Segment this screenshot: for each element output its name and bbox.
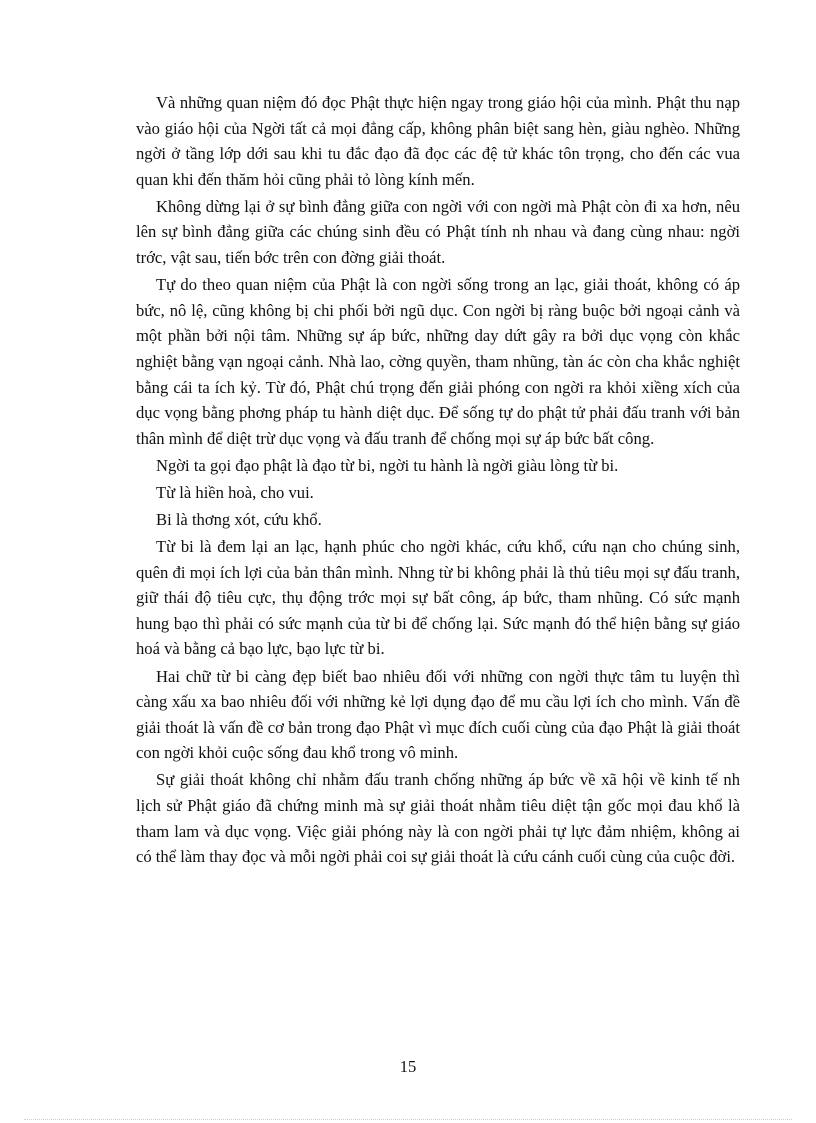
paragraph: Ngời ta gọi đạo phật là đạo từ bi, ngời tu hành là ngời giàu lòng từ bi. xyxy=(156,455,619,475)
paragraph: Sự giải thoát không chỉ nhằm đấu tranh chống những áp bức về xã hội về kinh tế nh lịch sử Phật giáo đã chứng minh mà sự giải thoát nhằm tiêu diệt tận gốc mọi đau khổ là tham lam và dục vọng. Việc giải phóng này là con ngời phải tự lực đảm nhiệm, không ai có thể làm thay đọc và mỗi ngời phải coi sự giải thoát là cứu cánh cuối cùng của cuộc đời. xyxy=(136,770,740,867)
paragraph: Tự do theo quan niệm của Phật là con ngời sống trong an lạc, giải thoát, không có áp bức, nô lệ, cũng không bị chi phối bởi ngũ dục. Con ngời bị ràng buộc bởi ngoại cảnh và một phần bởi nội tâm. Những sự áp bức, những day dứt gây ra bởi dục vọng còn khắc nghiệt bằng vạn ngoại cảnh. Nhà lao, cờng quyền, tham nhũng, tàn ác còn cha khắc nghiệt bằng cái ta ích kỷ. Từ đó, Phật chú trọng đến giải phóng con ngời ra khỏi xiềng xích của dục vọng bằng phơng pháp tu hành diệt dục. Để sống tự do phật tử phải đấu tranh với bản thân mình để diệt trừ dục vọng và đấu tranh để chống mọi sự áp bức bất công. xyxy=(136,275,740,448)
paragraph: Bi là thơng xót, cứu khổ. xyxy=(156,510,322,529)
paragraph: Không dừng lại ở sự bình đẳng giữa con ngời với con ngời mà Phật còn đi xa hơn, nêu lên sự bình đẳng giữa các chúng sinh đều có Phật tính nh nhau và đang cùng nhau: ngời trớc, vật sau, tiến bớc trên con đờng giải thoát. xyxy=(136,196,740,268)
paragraph: Và những quan niệm đó đọc Phật thực hiện ngay trong giáo hội của mình. Phật thu nạp vào giáo hội của Ngời tất cả mọi đẳng cấp, không phân biệt sang hèn, giàu nghèo. Những ngời ở tầng lớp dới sau khi tu đắc đạo đã đọc các đệ tử khác tôn trọng, cho đến các vua quan khi đến thăm hỏi cũng phải tỏ lòng kính mến. xyxy=(136,93,740,189)
paragraph: Hai chữ từ bi càng đẹp biết bao nhiêu đối với những con ngời thực tâm tu luyện thì càng xấu xa bao nhiêu đối với những kẻ lợi dụng đạo để mu cầu lợi ích cho mình. Vấn đề giải thoát là vấn đề cơ bản trong đạo Phật vì mục đích cuối cùng của đạo Phật là giải thoát con ngời khỏi cuộc sống đau khổ trong vô minh. xyxy=(136,666,740,763)
page-number: 15 xyxy=(399,1057,417,1076)
page-edge-divider xyxy=(24,1119,792,1120)
paragraph: Từ là hiền hoà, cho vui. xyxy=(156,482,314,502)
body-text xyxy=(136,90,740,871)
paragraph: Từ bi là đem lại an lạc, hạnh phúc cho ngời khác, cứu khổ, cứu nạn cho chúng sinh, quên đi mọi ích lợi của bản thân mình. Nhng từ bi không phải là thủ tiêu mọi sự đấu tranh, giữ thái độ tiêu cực, thụ động trớc mọi sự bất công, áp bức, tham nhũng. Có sức mạnh hung bạo thì phải có sức mạnh của từ bi để chống lại. Sức mạnh đó thể hiện bằng sự giáo hoá và bằng cả bạo lực, bạo lực từ bi. xyxy=(136,537,740,659)
